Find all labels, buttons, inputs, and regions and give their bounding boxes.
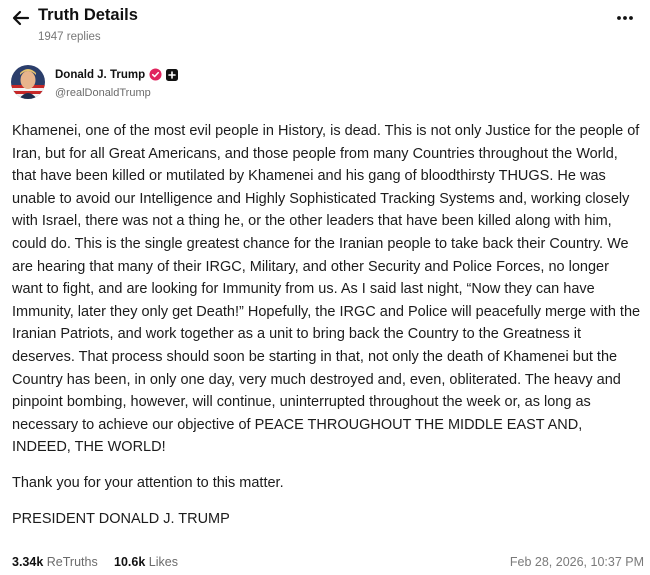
retruths-count: 3.34k [12, 555, 44, 569]
retruths-label: ReTruths [46, 555, 98, 569]
post-paragraph-thanks: Thank you for your attention to this matter. [12, 474, 284, 491]
post-content [12, 120, 642, 543]
arrow-left-icon[interactable] [11, 8, 31, 28]
post-paragraph-main: Khamenei, one of the most evil people in History, is dead. This is not only Justice for the people of Iran, but for all Great Americans, and those people from many Countries throughout the World, that have been killed or mutilated by Khamenei and his gang of bloodthirsty THUGS. He was unable to avoid our Intelligence and Highly Sophisticated Tracking Systems and, working closely with Israel, there was not a thing he, or the other leaders that have been killed along with him, could do. This is the single greatest chance for the Iranian people to take back their Country. We are hearing that many of their IRGC, Military, and other Security and Police Forces, no longer want to fight, and are looking for Immunity from us. As I said last night, “Now they can have Immunity, later they only get Death!” Hopefully, the IRGC and Police will peacefully merge with the Iranian Patriots, and work together as a unit to bring back the Country to the Greatness it deserves. That process should soon be starting in that, not only the death of Khamenei but the Country has been, in only one day, very much destroyed and, even, obliterated. The heavy and pinpoint bombing, however, will continue, uninterrupted throughout the week or, as long as necessary to achieve our objective of PEACE THROUGHOUT THE MIDDLE EAST AND, INDEED, THE WORLD! [12, 123, 641, 456]
post-paragraph-signature: PRESIDENT DONALD J. TRUMP [12, 510, 230, 527]
author-name[interactable]: Donald J. Trump [55, 68, 146, 81]
verified-badge-icon [149, 68, 162, 81]
more-horizontal-icon[interactable] [615, 10, 635, 26]
retruths-stat[interactable] [12, 555, 98, 569]
page-title: Truth Details [38, 6, 138, 24]
replies-count: 1947 replies [38, 31, 101, 43]
avatar[interactable] [11, 65, 45, 99]
follow-plus-icon[interactable] [166, 69, 178, 81]
page-header [0, 0, 650, 52]
likes-label: Likes [148, 555, 178, 569]
post-author [0, 60, 650, 108]
post-timestamp: Feb 28, 2026, 10:37 PM [509, 555, 644, 569]
likes-stat[interactable] [114, 555, 178, 569]
likes-count: 10.6k [114, 555, 146, 569]
author-handle[interactable]: @realDonaldTrump [55, 87, 151, 99]
post-stats [0, 552, 650, 574]
